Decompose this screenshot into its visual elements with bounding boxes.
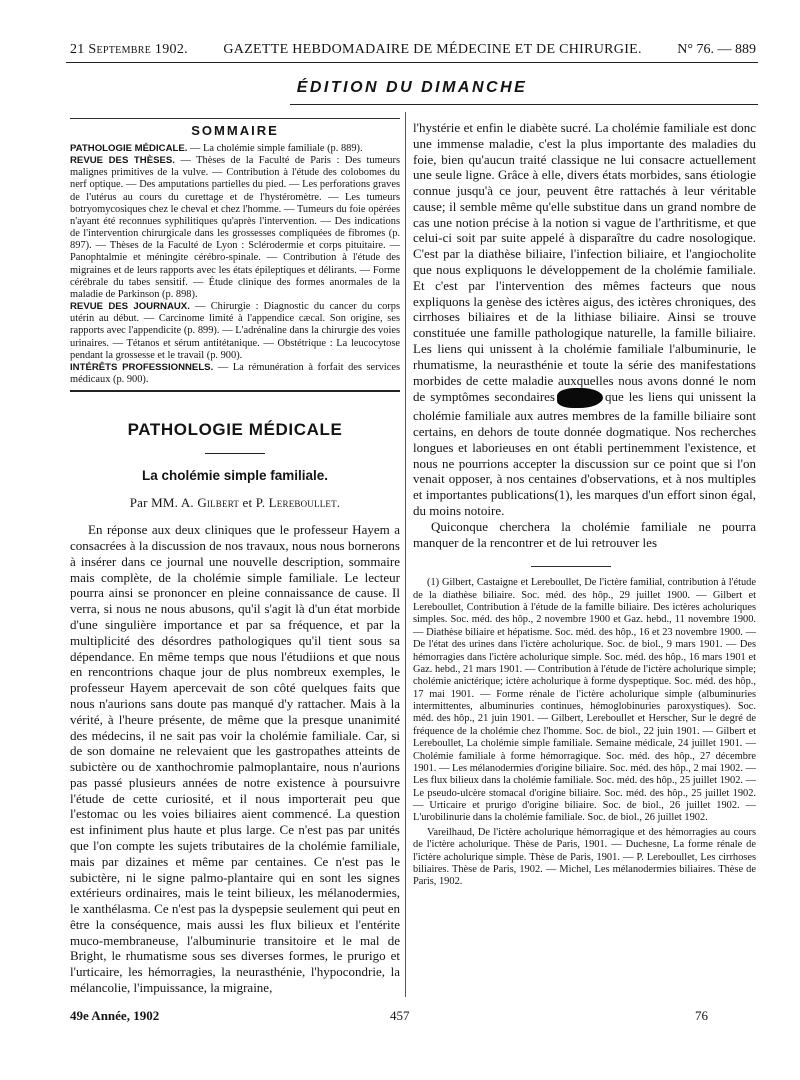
summary-label: REVUE DES JOURNAUX.: [70, 301, 190, 313]
left-column: [70, 118, 400, 996]
issue-date: 21 Septembre 1902.: [70, 42, 188, 58]
byline-prefix: Par MM. A.: [129, 494, 198, 510]
summary-entry: [70, 155, 400, 301]
ink-stain: [557, 388, 603, 408]
author-name: Gilbert: [197, 494, 240, 510]
footnote-rule: [531, 566, 611, 567]
summary-box: [70, 118, 400, 392]
summary-title: SOMMAIRE: [191, 123, 279, 138]
journal-title: GAZETTE HEBDOMADAIRE DE MÉDECINE ET DE CHIRURGIE.: [223, 42, 642, 58]
summary-text: — La cholémie simple familiale (p. 889).: [187, 142, 363, 154]
summary-entry: [70, 362, 400, 386]
issue-number-page: N° 76. — 889: [677, 42, 756, 58]
volume-year: 49e Année, 1902: [70, 1008, 160, 1023]
article-title: La cholémie simple familiale.: [141, 468, 329, 484]
summary-label: INTÉRÊTS PROFESSIONNELS.: [70, 361, 214, 373]
right-column: [413, 120, 756, 891]
issue-mark: 76: [695, 1008, 708, 1023]
summary-text: — La rémunération à forfait des services médicaux (p. 900).: [70, 361, 400, 386]
summary-label: REVUE DES THÈSES.: [70, 155, 175, 167]
edition-banner: ÉDITION DU DIMANCHE: [296, 79, 528, 96]
summary-entry: [70, 143, 400, 155]
summary-text: — Thèses de la Faculté de Paris : Des tumeurs malignes primitives de la vulve. — Contribution à l'étude des colobomes du nerf optique. — Des amputations partielles du pied. — Les perforations graves de l'utérus au cours du curettage et de l'hystéromètre. — Les tumeurs botryomycosiques chez le cheval et chez l'homme. — Tumeurs du foie opérées n'ayant été reconnues syphilitiques qu'après l'intervention. — Des indications de l'intervention chirurgicale dans les grossesses compliquées de fibromes (p. 897). — Thèses de la Faculté de Lyon : Sclérodermie et corps pituitaire. — Panophtalmie et méningite cérébro-spinale. — Contribution à l'étude des migraines et de leurs rapports avec les états épileptiques et délirants. — Forme cérébrale du tabes sensitif. — Étude clinique des formes anormales de la maladie de Parkinson (p. 898).: [70, 155, 400, 300]
author-name: Lereboullet.: [268, 494, 341, 510]
summary-text: — Chirurgie : Diagnostic du cancer du corps utérin au début. — Carcinome limité à l'appendice cæcal. Son origine, ses rapports avec l'appendicite (p. 899). — L'adrénaline dans la chirurgie des voies urinaires. — Tétanos et sérum antitétanique. — Obstétrique : La leucocytose pendant la grossesse et le travail (p. 900).: [70, 301, 400, 361]
byline: [70, 495, 400, 511]
footnote: Vareilhaud, De l'ictère acholurique hémorragique et des hémorragies au cours de l'ictère acholurique. Thèse de Paris, 1901. — Duchesne, La forme rénale de l'ictère acholurique simple. Thèse de Paris, 1901. — P. Lereboullet, Les cirrhoses biliaires. Thèse de Paris, 1902. — Michel, Les mélanodermies biliaires. Thèse de Paris, 1902.: [413, 826, 756, 888]
summary-entry: [70, 301, 400, 362]
paragraph-text: que les liens qui unissent la cholémie familiale aux autres membres de la famille biliaire sont certains, en dehors de toute donnée dogmatique. Nos recherches longues et laborieuses en ont établi pertinemment l'existence, et nous ne pourrions accepter la discussion sur ce point que si l'on venait opposer, à nos centaines d'observations, et à nos multiples et importantes publications(1), les marques d'un effort sinon égal, du moins notoire.: [413, 389, 757, 518]
paragraph-text: l'hystérie et enfin le diabète sucré. La cholémie familiale est donc une immense maladie, c'est la plus importante des maladies du foie, bien qu'aucun traité classique ne lui consacre actuellement une seule ligne. Grâce à elle, divers états morbides, sans étiologie connue jusqu'à ce jour, peuvent être rattachés à leur véritable cause; il semble même qu'elle substitue dans un grand nombre de cas une notion précise à la notion si vague de l'arthritisme, et que celui-ci soit par suite appelé à disparaître du cadre nosologique. C'est par la diathèse biliaire, l'infection biliaire, et l'angiocholite que nous expliquons le développement de la cholémie familiale. Et c'est par l'intervention des mêmes facteurs que nous expliquons la genèse des ictères aigus, des ictères chroniques, des cirrhoses biliaires et de la lithiase biliaire. Ainsi se trouve constituée une famille pathologique naturelle, la famille biliaire. Les liens qui unissent à la cholémie familiale l'albuminurie, le rhumatisme, la neurasthénie et toute la série des manifestations morbides de cette maladie auxquelles nous avons donné le nom de symptômes secondaires: [413, 120, 756, 405]
footnote: (1) Gilbert, Castaigne et Lereboullet, De l'ictère familial, contribution à l'étude de la diathèse biliaire. Soc. méd. des hôp., 29 juillet 1900. — Gilbert et Lereboullet, Contribution à l'étude de la famille biliaire. Des ictères acholuriques simples. Soc. méd. des hôp., 2 novembre 1900 et Gaz. hebd., 11 novembre 1900. — Diathèse biliaire et hépatisme. Soc. méd. des hôp., 16 et 23 novembre 1900. — De l'état des urines dans l'ictère acholurique. Soc. de biol., 9 mars 1901. — Des hémorragies dans l'ictère acholurique simple. Soc. méd. des hôp., 16 mars 1901 et Gaz. hebd., 21 mars 1901. — Contribution à l'étude de l'ictère acholurique simple; cholémie anictérique; ictère acholurique à forme dyspeptique. Soc. méd. des hôp., 17 mai 1901. — Forme rénale de l'ictère acholurique simple (albuminuries intermittentes, albuminuries continues, hémoglobinuries paroxystiques). Soc. méd. des hôp., 21 juin 1901. — Gilbert, Lereboullet et Herscher, Sur le degré de fréquence de la cholémie chez l'homme. Soc. de biol., 22 juin 1901. — Gilbert et Lereboullet, La cholémie simple familiale. Semaine médicale, 24 juillet 1901. — Cholémie familiale à forme hémorragique. Soc. méd. des hôp., 27 décembre 1901. — Les mélanodermies d'origine biliaire. Soc. méd. des hôp., 2 mai 1902. — Les flux bilieux dans la cholémie familiale. Soc. méd. des hôp., 25 juillet 1902. — Le pseudo-ulcère stomacal d'origine biliaire. Soc. méd. des hôp., 25 juillet 1902. — Urticaire et prurigo d'origine biliaire. Soc. de biol., 26 juillet 1902. — L'urobilinurie dans la cholémie familiale. Soc. de biol., 26 juillet 1902.: [413, 577, 756, 824]
article-paragraph: Quiconque cherchera la cholémie familiale ne pourra manquer de la rencontrer et de lui retrouver les: [413, 518, 756, 550]
byline-connector: et P.: [239, 494, 269, 510]
summary-label: PATHOLOGIE MÉDICALE.: [70, 142, 188, 154]
running-header: [70, 40, 756, 60]
folio-number: 457: [390, 1008, 410, 1023]
section-title: PATHOLOGIE MÉDICALE: [127, 420, 343, 440]
edition-rule: [290, 104, 758, 105]
section-rule: [205, 453, 265, 454]
header-rule: [66, 62, 758, 63]
article-paragraph: [413, 120, 756, 519]
column-divider: [405, 112, 406, 997]
article-paragraph: En réponse aux deux cliniques que le professeur Hayem a consacrées à la discussion de nos travaux, nous nous bornerons à insérer dans ce journal une nouvelle description, sommaire mais complète, de la cholémie simple familiale. Le lecteur pourra ainsi se prononcer en pleine connaissance de cause. Il verra, si nous ne nous abusons, qu'il s'agit là d'un état morbide d'une singulière importance et par sa fréquence, et par la multiplicité des désordres pathologiques qu'il tient sous sa dépendance. En même temps que nous l'étudiions et que nous en rencontrions chaque jour de plus nombreux exemples, le professeur Hayem apercevait de son côté quelques faits que nous n'aurions sans doute pas manqué d'y rattacher. Mais à la vérité, à l'heure présente, de même que la presque unanimité des médecins, il ne sait pas voir la cholémie familiale. Car, si de son domaine ne relevaient que les gastropathes atteints de subictère ou de xanthochromie palmoplantaire, nous n'aurions pas passé plusieurs années de notre existence à poursuivre l'étude de cette curiosité, et il nous importerait peu que l'estomac ou les voies biliaires aient commencé. La question est infiniment plus haute et plus large. Ce n'est pas par unités que l'on compte les sujets tributaires de la cholémie familiale, mais par dizaines et même par centaines. Ce n'est pas le subictère, ni le signe palmo-plantaire qui en sont les signes extérieurs ordinaires, mais le teint bilieux, les mélanodermies, le xanthélasma. Ce n'est pas la dyspepsie seulement qui peut en être la conséquence, mais aussi les flux bilieux et l'entérite muco-membraneuse, l'albuminurie transitoire et le mal de Bright, le rhumatisme sous ses diverses formes, le prurigo et l'urticaire, les hémorragies, la neurasthénie, l'hypocondrie, la mélancolie, l'impuissance, la migraine,: [70, 522, 400, 996]
